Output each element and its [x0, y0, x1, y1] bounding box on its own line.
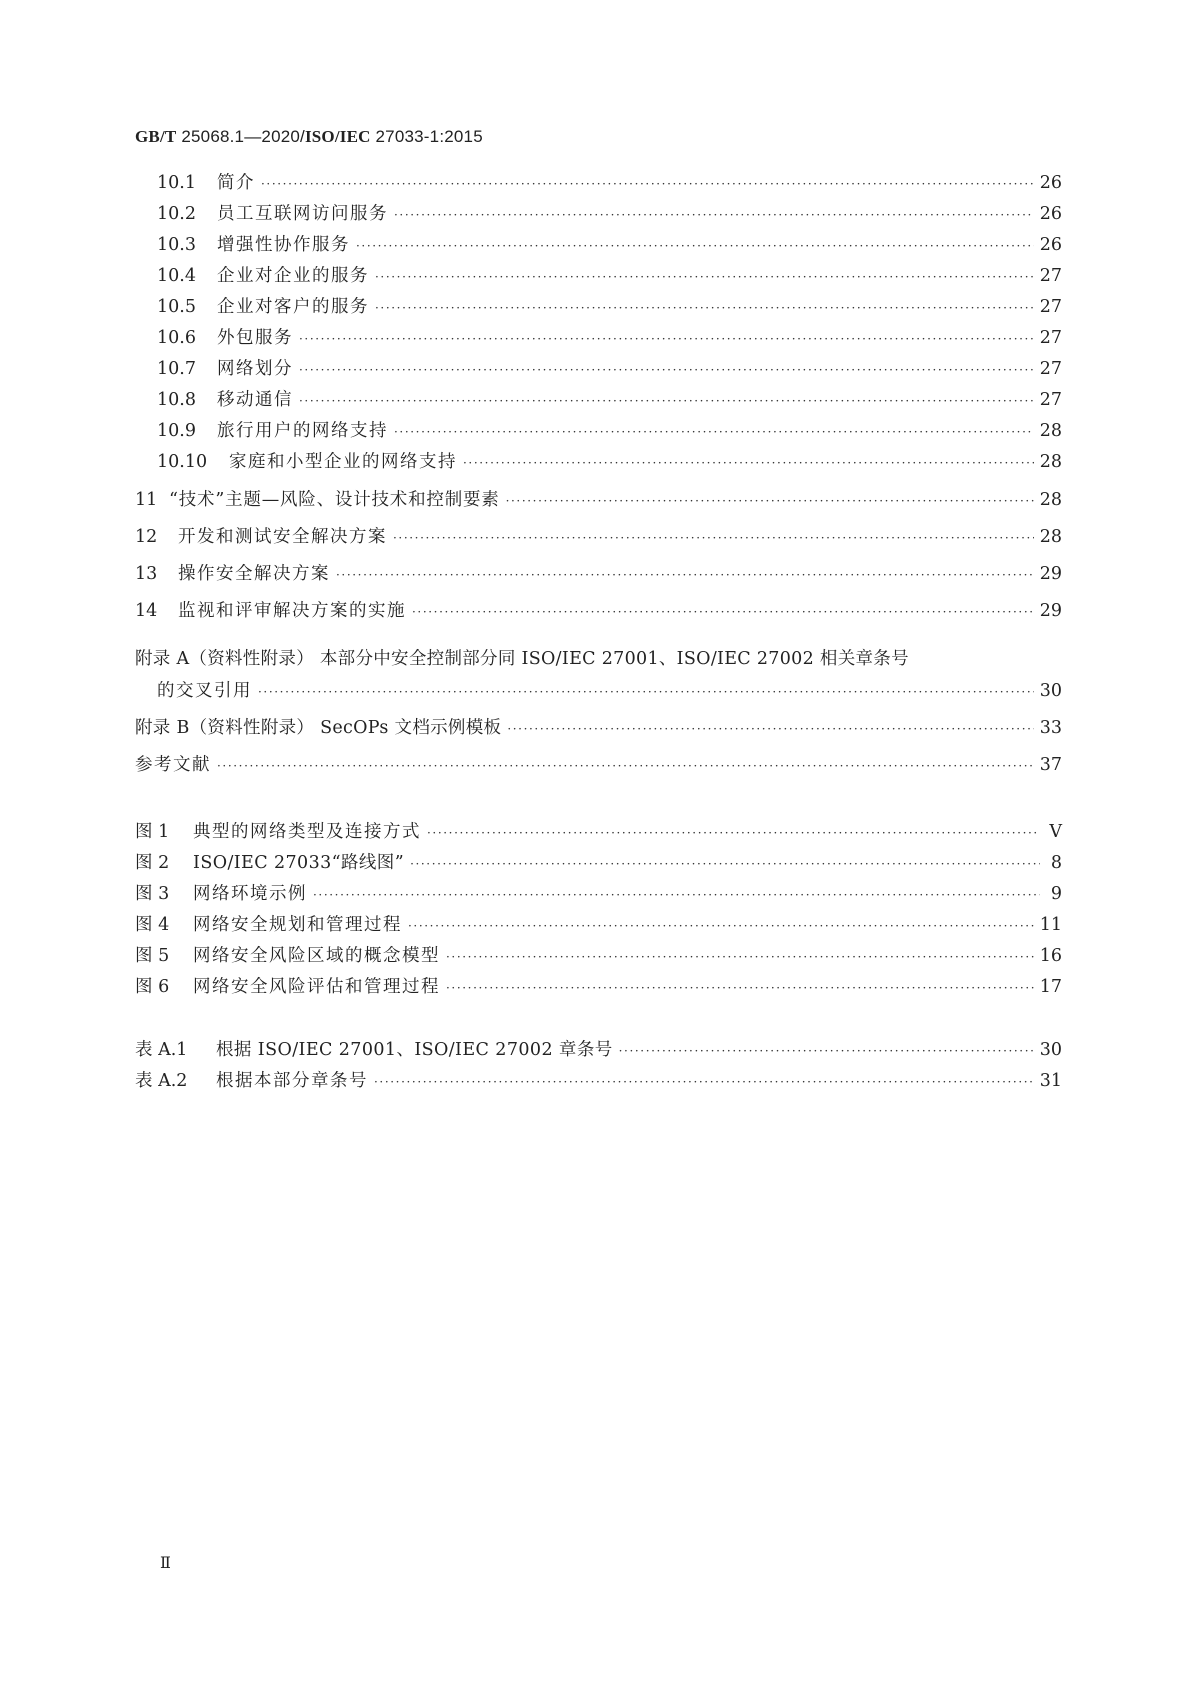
toc-entry-page: 27 [1039, 359, 1062, 379]
toc-entry[interactable] [135, 488, 1062, 512]
document-header [135, 127, 483, 147]
toc-entry-title: 的交叉引用 [157, 681, 252, 701]
toc-entry-page: 11 [1039, 915, 1062, 935]
toc-entry[interactable] [135, 753, 1062, 777]
toc-entry-page: 29 [1039, 601, 1062, 621]
toc-entry-number: 10.8 [157, 390, 196, 410]
dot-leader [393, 527, 1034, 549]
toc-entry-page: 27 [1039, 266, 1062, 286]
toc-entry[interactable] [157, 388, 1062, 412]
toc-entry-page: 28 [1039, 527, 1062, 547]
toc-entry-number: 10.1 [157, 173, 196, 193]
toc-entry-title: 旅行用户的网络支持 [217, 421, 388, 441]
toc-entry-page: 16 [1039, 946, 1062, 966]
toc-entry-number: 10.3 [157, 235, 196, 255]
toc-entry[interactable] [157, 264, 1062, 288]
dot-leader [375, 297, 1034, 319]
dot-leader [408, 915, 1034, 937]
toc-entry-number: 图 3 [135, 884, 170, 904]
dot-leader [619, 1040, 1034, 1062]
toc-entry[interactable] [135, 562, 1062, 586]
dot-leader [258, 681, 1034, 703]
dot-leader [374, 1071, 1034, 1093]
toc-figure-entry[interactable] [135, 913, 1062, 937]
toc-entry[interactable] [157, 419, 1062, 443]
toc-entry-page: 30 [1039, 1040, 1062, 1060]
toc-entry-page: 8 [1050, 853, 1062, 873]
toc-entry[interactable] [157, 679, 1062, 703]
toc-entry-title: 网络安全风险区域的概念模型 [193, 946, 440, 966]
dot-leader [394, 421, 1034, 443]
toc-entry[interactable] [157, 357, 1062, 381]
toc-entry-page: 9 [1050, 884, 1062, 904]
toc-entry-page: 31 [1039, 1071, 1062, 1091]
dot-leader [299, 359, 1034, 381]
toc-entry-number: 13 [135, 564, 158, 584]
dot-leader [356, 235, 1034, 257]
toc-entry-title: 增强性协作服务 [217, 235, 350, 255]
dot-leader [261, 173, 1034, 195]
toc-entry-page: 27 [1039, 328, 1062, 348]
dot-leader [446, 946, 1034, 968]
toc-entry-title: 简介 [217, 173, 255, 193]
toc-entry-title: 根据 ISO/IEC 27001、ISO/IEC 27002 章条号 [216, 1040, 613, 1060]
toc-entry-page: 26 [1039, 173, 1062, 193]
toc-table-entry[interactable] [135, 1069, 1062, 1093]
toc-entry-page: 30 [1039, 681, 1062, 701]
dot-leader [412, 601, 1034, 623]
header-standard-rest: 25068.1—2020/ [176, 127, 305, 146]
toc-entry-title: 员工互联网访问服务 [217, 204, 388, 224]
toc-table-entry[interactable] [135, 1038, 1062, 1062]
toc-entry-page: 17 [1039, 977, 1062, 997]
toc-entry-number: 10.9 [157, 421, 196, 441]
toc-entry[interactable] [157, 233, 1062, 257]
toc-entry-title: “技术”主题—风险、设计技术和控制要素 [169, 490, 500, 510]
toc-entry[interactable] [157, 326, 1062, 350]
dot-leader [446, 977, 1034, 999]
toc-entry-page: 28 [1039, 490, 1062, 510]
toc-figure-entry[interactable] [135, 975, 1062, 999]
dot-leader [299, 390, 1034, 412]
toc-entry-page: 27 [1039, 297, 1062, 317]
dot-leader [410, 853, 1040, 875]
toc-entry-page: Ⅴ [1049, 822, 1062, 842]
toc-entry-number: 11 [135, 490, 158, 510]
dot-leader [336, 564, 1034, 586]
toc-appendix-a-title[interactable]: 附录 A（资料性附录） 本部分中安全控制部分同 ISO/IEC 27001、ISO/IEC 27002 相关章条号 [135, 649, 909, 669]
toc-entry[interactable] [157, 171, 1062, 195]
toc-entry-number: 图 4 [135, 915, 170, 935]
toc-entry-title: 网络安全规划和管理过程 [193, 915, 402, 935]
toc-entry-title: 网络划分 [217, 359, 293, 379]
toc-entry-number: 14 [135, 601, 158, 621]
toc-figure-entry[interactable] [135, 944, 1062, 968]
dot-leader [394, 204, 1034, 226]
toc-entry-number: 10.7 [157, 359, 196, 379]
toc-entry-number: 10.10 [157, 452, 208, 472]
toc-entry-number: 表 A.1 [135, 1040, 188, 1060]
toc-entry-title: 家庭和小型企业的网络支持 [229, 452, 457, 472]
toc-entry-page: 37 [1039, 755, 1062, 775]
toc-entry-number: 图 1 [135, 822, 170, 842]
toc-entry-title: 操作安全解决方案 [178, 564, 330, 584]
toc-figure-entry[interactable] [135, 820, 1062, 844]
toc-entry-page: 28 [1039, 452, 1062, 472]
toc-entry-number: 图 2 [135, 853, 170, 873]
toc-entry-number: 图 6 [135, 977, 170, 997]
toc-entry-title: 根据本部分章条号 [216, 1071, 368, 1091]
toc-entry-title: 监视和评审解决方案的实施 [178, 601, 406, 621]
dot-leader [313, 884, 1040, 906]
dot-leader [463, 452, 1034, 474]
dot-leader [506, 490, 1034, 512]
dot-leader [427, 822, 1040, 844]
page-number: Ⅱ [160, 1555, 171, 1572]
toc-entry-title: 开发和测试安全解决方案 [178, 527, 387, 547]
toc-entry-title: 典型的网络类型及连接方式 [193, 822, 421, 842]
toc-entry-number: 10.5 [157, 297, 196, 317]
dot-leader [217, 755, 1034, 777]
toc-entry-title: 外包服务 [217, 328, 293, 348]
toc-entry-title: 附录 B（资料性附录） SecOPs 文档示例模板 [135, 718, 502, 738]
toc-entry[interactable] [135, 716, 1062, 740]
toc-entry-page: 28 [1039, 421, 1062, 441]
toc-entry[interactable] [135, 599, 1062, 623]
toc-entry-page: 27 [1039, 390, 1062, 410]
toc-entry-number: 10.4 [157, 266, 196, 286]
toc-entry-number: 12 [135, 527, 158, 547]
toc-entry-page: 26 [1039, 235, 1062, 255]
toc-entry-title: 企业对客户的服务 [217, 297, 369, 317]
dot-leader [299, 328, 1034, 350]
toc-entry-title: 企业对企业的服务 [217, 266, 369, 286]
toc-entry-page: 26 [1039, 204, 1062, 224]
toc-entry-number: 10.2 [157, 204, 196, 224]
toc-entry-title: 参考文献 [135, 755, 211, 775]
dot-leader [375, 266, 1034, 288]
toc-entry-title: ISO/IEC 27033“路线图” [193, 853, 405, 873]
header-iso: ISO/IEC [304, 127, 371, 146]
toc-entry[interactable] [157, 295, 1062, 319]
toc-figure-entry[interactable] [135, 882, 1062, 906]
header-standard-no: GB/T [135, 127, 177, 146]
toc-entry-number: 表 A.2 [135, 1071, 188, 1091]
toc-entry[interactable] [157, 450, 1062, 474]
toc-figure-entry[interactable] [135, 851, 1062, 875]
toc-entry[interactable] [135, 525, 1062, 549]
toc-entry[interactable] [157, 202, 1062, 226]
toc-entry-number: 图 5 [135, 946, 170, 966]
toc-entry-page: 33 [1039, 718, 1062, 738]
dot-leader [507, 718, 1033, 740]
toc-entry-title: 网络环境示例 [193, 884, 307, 904]
header-iso-rest: 27033-1:2015 [370, 127, 483, 146]
toc-entry-number: 10.6 [157, 328, 196, 348]
toc-entry-title: 移动通信 [217, 390, 293, 410]
toc-entry-page: 29 [1039, 564, 1062, 584]
toc-entry-title: 网络安全风险评估和管理过程 [193, 977, 440, 997]
